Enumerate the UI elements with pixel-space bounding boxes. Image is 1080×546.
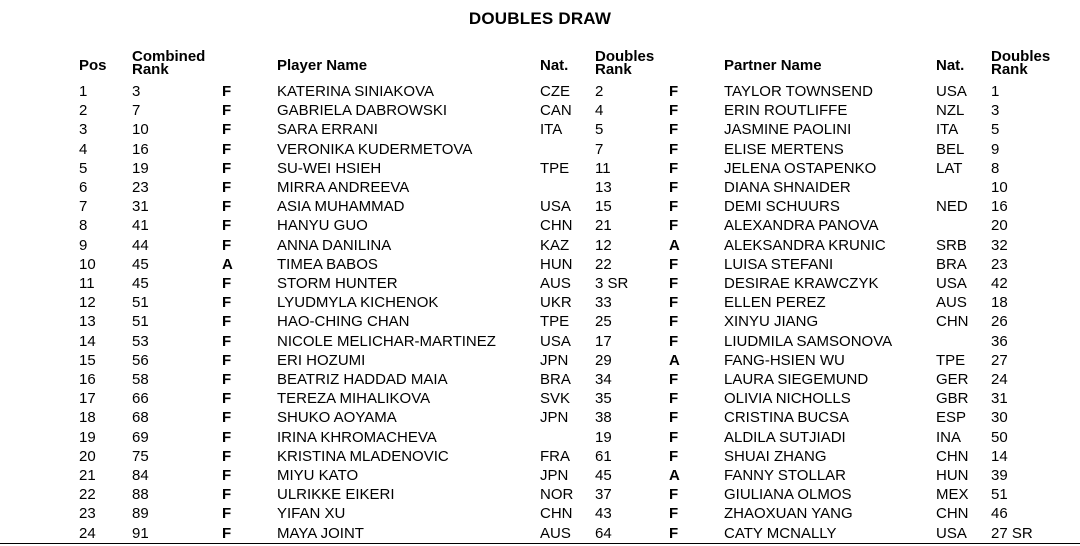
table-row	[0, 236, 1080, 255]
cell-partner-name: CRISTINA BUCSA	[724, 409, 850, 427]
cell-entry-flag: F	[222, 198, 232, 216]
cell-nat: JPN	[540, 467, 569, 484]
cell-entry-flag: F	[222, 179, 232, 196]
cell-partner-nat: NED	[936, 198, 968, 216]
cell-partner-doubles-rank: 31	[991, 390, 1008, 408]
cell-combined-rank: 58	[132, 371, 149, 388]
cell-partner-doubles-rank: 20	[991, 217, 1008, 235]
cell-pos: 5	[79, 159, 88, 177]
cell-partner-name: LUISA STEFANI	[724, 255, 834, 273]
cell-partner-name: TAYLOR TOWNSEND	[724, 83, 873, 100]
cell-entry-flag: F	[222, 447, 232, 465]
cell-nat: KAZ	[540, 236, 570, 254]
cell-pos: 10	[79, 255, 96, 273]
cell-combined-rank: 66	[132, 390, 149, 408]
cell-doubles-rank: 64	[595, 524, 612, 542]
header-pos: Pos	[79, 57, 107, 74]
cell-pos: 6	[79, 179, 88, 196]
cell-doubles-rank: 29	[595, 351, 612, 369]
cell-nat: USA	[540, 198, 571, 216]
cell-player-name: YIFAN XU	[277, 505, 346, 523]
cell-partner-name: DIANA SHNAIDER	[724, 179, 851, 196]
cell-combined-rank: 23	[132, 179, 149, 196]
cell-partner-doubles-rank: 5	[991, 121, 1000, 139]
cell-partner-nat: SRB	[936, 236, 967, 254]
cell-nat: CHN	[540, 505, 573, 523]
cell-player-name: NICOLE MELICHAR-MARTINEZ	[277, 332, 496, 350]
cell-entry-flag: F	[222, 351, 232, 369]
cell-doubles-rank: 17	[595, 332, 612, 350]
bottom-divider	[0, 543, 1080, 544]
cell-partner-nat: TPE	[936, 351, 966, 369]
cell-partner-name: SHUAI ZHANG	[724, 447, 827, 465]
cell-entry-flag: F	[222, 371, 232, 388]
cell-partner-entry-flag: F	[669, 198, 679, 216]
cell-partner-name: DESIRAE KRAWCZYK	[724, 275, 879, 292]
cell-player-name: SARA ERRANI	[277, 121, 378, 139]
table-row	[0, 447, 1080, 466]
cell-doubles-rank: 34	[595, 371, 612, 388]
cell-player-name: SU-WEI HSIEH	[277, 159, 382, 177]
cell-nat: CZE	[540, 83, 570, 100]
cell-partner-name: LIUDMILA SAMSONOVA	[724, 332, 893, 350]
cell-partner-entry-flag: A	[669, 236, 680, 254]
cell-combined-rank: 68	[132, 409, 149, 427]
cell-combined-rank: 3	[132, 83, 141, 100]
cell-partner-nat: MEX	[936, 486, 969, 504]
cell-partner-doubles-rank: 14	[991, 447, 1008, 465]
cell-pos: 9	[79, 236, 88, 254]
cell-partner-entry-flag: F	[669, 486, 679, 504]
cell-partner-nat: ITA	[936, 121, 959, 139]
cell-pos: 1	[79, 83, 88, 100]
cell-partner-doubles-rank: 36	[991, 332, 1008, 350]
cell-entry-flag: F	[222, 275, 232, 292]
table-row	[0, 408, 1080, 427]
cell-nat: UKR	[540, 294, 572, 312]
cell-partner-entry-flag: F	[669, 179, 679, 196]
table-row	[0, 504, 1080, 523]
cell-partner-name: ALEXANDRA PANOVA	[724, 217, 879, 235]
cell-partner-doubles-rank: 26	[991, 313, 1008, 331]
cell-doubles-rank: 45	[595, 467, 612, 484]
table-row	[0, 312, 1080, 331]
cell-partner-name: LAURA SIEGEMUND	[724, 371, 869, 388]
cell-pos: 22	[79, 486, 96, 504]
cell-pos: 15	[79, 351, 96, 369]
cell-combined-rank: 56	[132, 351, 149, 369]
cell-nat: USA	[540, 332, 571, 350]
cell-doubles-rank: 37	[595, 486, 612, 504]
cell-entry-flag: F	[222, 121, 232, 139]
header-doubles-rank: Doubles Rank	[595, 48, 655, 78]
cell-doubles-rank: 12	[595, 236, 612, 254]
cell-entry-flag: F	[222, 217, 232, 235]
cell-pos: 4	[79, 140, 88, 158]
cell-combined-rank: 75	[132, 447, 149, 465]
cell-partner-entry-flag: F	[669, 83, 679, 100]
cell-partner-entry-flag: F	[669, 294, 679, 312]
cell-pos: 13	[79, 313, 96, 331]
cell-partner-name: XINYU JIANG	[724, 313, 819, 331]
cell-partner-doubles-rank: 18	[991, 294, 1008, 312]
cell-partner-nat: HUN	[936, 467, 969, 484]
cell-nat: BRA	[540, 371, 571, 388]
cell-nat: HUN	[540, 255, 573, 273]
cell-partner-doubles-rank: 9	[991, 140, 1000, 158]
cell-combined-rank: 31	[132, 198, 149, 216]
table-row	[0, 140, 1080, 159]
cell-partner-name: FANNY STOLLAR	[724, 467, 846, 484]
cell-entry-flag: F	[222, 505, 232, 523]
table-row	[0, 178, 1080, 197]
cell-player-name: IRINA KHROMACHEVA	[277, 428, 437, 446]
cell-partner-doubles-rank: 16	[991, 198, 1008, 216]
cell-partner-doubles-rank: 46	[991, 505, 1008, 523]
cell-partner-nat: LAT	[936, 159, 963, 177]
cell-player-name: MIRRA ANDREEVA	[277, 179, 410, 196]
cell-entry-flag: F	[222, 409, 232, 427]
header-partner-nat: Nat.	[936, 57, 965, 74]
cell-doubles-rank: 13	[595, 179, 612, 196]
cell-combined-rank: 51	[132, 313, 149, 331]
cell-player-name: MAYA JOINT	[277, 524, 364, 542]
header-nat: Nat.	[540, 57, 569, 74]
cell-partner-doubles-rank: 23	[991, 255, 1008, 273]
cell-partner-nat: INA	[936, 428, 962, 446]
cell-partner-name: GIULIANA OLMOS	[724, 486, 852, 504]
cell-entry-flag: F	[222, 159, 232, 177]
cell-combined-rank: 51	[132, 294, 149, 312]
cell-player-name: VERONIKA KUDERMETOVA	[277, 140, 473, 158]
cell-pos: 3	[79, 121, 88, 139]
cell-partner-nat: CHN	[936, 505, 969, 523]
cell-entry-flag: F	[222, 467, 232, 484]
cell-partner-doubles-rank: 24	[991, 371, 1008, 388]
cell-pos: 7	[79, 198, 88, 216]
cell-nat: NOR	[540, 486, 574, 504]
cell-partner-name: CATY MCNALLY	[724, 524, 837, 542]
cell-partner-entry-flag: F	[669, 159, 679, 177]
cell-combined-rank: 16	[132, 140, 149, 158]
cell-partner-nat: USA	[936, 83, 967, 100]
cell-pos: 23	[79, 505, 96, 523]
cell-partner-entry-flag: F	[669, 409, 679, 427]
table-row	[0, 485, 1080, 504]
cell-doubles-rank: 15	[595, 198, 612, 216]
cell-partner-nat: AUS	[936, 294, 967, 312]
cell-partner-nat: BRA	[936, 255, 967, 273]
cell-combined-rank: 88	[132, 486, 149, 504]
cell-nat: TPE	[540, 159, 570, 177]
cell-partner-entry-flag: F	[669, 217, 679, 235]
cell-partner-nat: GBR	[936, 390, 969, 408]
cell-entry-flag: F	[222, 332, 232, 350]
cell-partner-name: ALEKSANDRA KRUNIC	[724, 236, 886, 254]
cell-partner-entry-flag: F	[669, 447, 679, 465]
cell-partner-nat: ESP	[936, 409, 967, 427]
cell-doubles-rank: 22	[595, 255, 612, 273]
cell-player-name: HANYU GUO	[277, 217, 368, 235]
cell-nat: AUS	[540, 275, 571, 292]
header-player-name: Player Name	[277, 57, 368, 74]
cell-doubles-rank: 35	[595, 390, 612, 408]
cell-combined-rank: 7	[132, 102, 141, 120]
cell-pos: 12	[79, 294, 96, 312]
cell-partner-doubles-rank: 3	[991, 102, 1000, 120]
cell-pos: 16	[79, 371, 96, 388]
cell-combined-rank: 69	[132, 428, 149, 446]
cell-entry-flag: A	[222, 255, 233, 273]
cell-partner-entry-flag: A	[669, 351, 680, 369]
cell-doubles-rank: 33	[595, 294, 612, 312]
cell-partner-entry-flag: F	[669, 140, 679, 158]
cell-entry-flag: F	[222, 313, 232, 331]
cell-pos: 8	[79, 217, 88, 235]
page-title: DOUBLES DRAW	[468, 9, 612, 28]
table-row	[0, 332, 1080, 351]
table-row	[0, 82, 1080, 101]
cell-partner-entry-flag: A	[669, 467, 680, 484]
cell-player-name: TIMEA BABOS	[277, 255, 378, 273]
cell-doubles-rank: 43	[595, 505, 612, 523]
cell-player-name: SHUKO AOYAMA	[277, 409, 397, 427]
cell-doubles-rank: 4	[595, 102, 604, 120]
cell-entry-flag: F	[222, 428, 232, 446]
cell-player-name: HAO-CHING CHAN	[277, 313, 410, 331]
cell-doubles-rank: 19	[595, 428, 612, 446]
cell-partner-name: DEMI SCHUURS	[724, 198, 840, 216]
table-row	[0, 255, 1080, 274]
cell-combined-rank: 91	[132, 524, 149, 542]
cell-partner-nat: NZL	[936, 102, 965, 120]
table-row	[0, 293, 1080, 312]
cell-partner-entry-flag: F	[669, 505, 679, 523]
cell-partner-entry-flag: F	[669, 255, 679, 273]
cell-nat: TPE	[540, 313, 570, 331]
cell-doubles-rank: 11	[595, 159, 611, 177]
cell-partner-name: OLIVIA NICHOLLS	[724, 390, 851, 408]
cell-combined-rank: 44	[132, 236, 149, 254]
cell-doubles-rank: 7	[595, 140, 604, 158]
table-row	[0, 351, 1080, 370]
header-partner-doubles-rank: Doubles Rank	[991, 48, 1051, 78]
cell-partner-doubles-rank: 10	[991, 179, 1008, 196]
cell-nat: JPN	[540, 351, 569, 369]
cell-doubles-rank: 5	[595, 121, 604, 139]
cell-partner-name: ELISE MERTENS	[724, 140, 844, 158]
cell-nat: SVK	[540, 390, 571, 408]
cell-entry-flag: F	[222, 83, 232, 100]
cell-partner-doubles-rank: 1	[991, 83, 1000, 100]
cell-partner-entry-flag: F	[669, 275, 679, 292]
cell-entry-flag: F	[222, 102, 232, 120]
cell-nat: AUS	[540, 524, 571, 542]
cell-nat: JPN	[540, 409, 569, 427]
cell-partner-name: ELLEN PEREZ	[724, 294, 826, 312]
table-row	[0, 101, 1080, 120]
table-row	[0, 370, 1080, 389]
table-row	[0, 428, 1080, 447]
table-row	[0, 389, 1080, 408]
cell-partner-doubles-rank: 42	[991, 275, 1008, 292]
table-row	[0, 524, 1080, 543]
cell-partner-doubles-rank: 27 SR	[991, 524, 1033, 542]
cell-entry-flag: F	[222, 524, 232, 542]
cell-pos: 21	[79, 467, 96, 484]
header-combined-rank: Combined Rank	[132, 48, 206, 78]
cell-player-name: KATERINA SINIAKOVA	[277, 83, 434, 100]
cell-entry-flag: F	[222, 390, 232, 408]
cell-player-name: ANNA DANILINA	[277, 236, 392, 254]
cell-partner-nat: USA	[936, 275, 967, 292]
cell-nat: CHN	[540, 217, 573, 235]
cell-partner-doubles-rank: 39	[991, 467, 1008, 484]
cell-partner-nat: CHN	[936, 313, 969, 331]
cell-partner-name: FANG-HSIEN WU	[724, 351, 845, 369]
header-partner-name: Partner Name	[724, 57, 822, 74]
table-row	[0, 274, 1080, 293]
cell-doubles-rank: 25	[595, 313, 612, 331]
cell-partner-nat: CHN	[936, 447, 969, 465]
cell-combined-rank: 45	[132, 255, 149, 273]
cell-pos: 14	[79, 332, 96, 350]
cell-player-name: TEREZA MIHALIKOVA	[277, 390, 431, 408]
cell-partner-entry-flag: F	[669, 313, 679, 331]
cell-entry-flag: F	[222, 140, 232, 158]
cell-player-name: MIYU KATO	[277, 467, 359, 484]
cell-partner-entry-flag: F	[669, 428, 679, 446]
cell-partner-name: JELENA OSTAPENKO	[724, 159, 877, 177]
cell-combined-rank: 89	[132, 505, 149, 523]
cell-partner-entry-flag: F	[669, 102, 679, 120]
cell-partner-name: JASMINE PAOLINI	[724, 121, 852, 139]
cell-partner-entry-flag: F	[669, 332, 679, 350]
cell-partner-name: ALDILA SUTJIADI	[724, 428, 846, 446]
cell-combined-rank: 84	[132, 467, 149, 484]
cell-partner-doubles-rank: 32	[991, 236, 1008, 254]
cell-doubles-rank: 38	[595, 409, 612, 427]
cell-partner-name: ERIN ROUTLIFFE	[724, 102, 848, 120]
cell-player-name: STORM HUNTER	[277, 275, 398, 292]
cell-doubles-rank: 61	[595, 447, 612, 465]
cell-combined-rank: 10	[132, 121, 149, 139]
table-row	[0, 466, 1080, 485]
table-row	[0, 120, 1080, 139]
cell-player-name: KRISTINA MLADENOVIC	[277, 447, 449, 465]
cell-partner-entry-flag: F	[669, 121, 679, 139]
cell-partner-nat: BEL	[936, 140, 965, 158]
cell-partner-name: ZHAOXUAN YANG	[724, 505, 853, 523]
cell-partner-doubles-rank: 50	[991, 428, 1008, 446]
cell-doubles-rank: 2	[595, 83, 604, 100]
cell-entry-flag: F	[222, 486, 232, 504]
cell-combined-rank: 45	[132, 275, 149, 292]
cell-player-name: ERI HOZUMI	[277, 351, 366, 369]
cell-nat: ITA	[540, 121, 563, 139]
table-row	[0, 216, 1080, 235]
cell-player-name: LYUDMYLA KICHENOK	[277, 294, 439, 312]
cell-partner-nat: GER	[936, 371, 969, 388]
cell-partner-doubles-rank: 30	[991, 409, 1008, 427]
cell-player-name: ASIA MUHAMMAD	[277, 198, 405, 216]
cell-pos: 17	[79, 390, 96, 408]
cell-partner-doubles-rank: 51	[991, 486, 1008, 504]
cell-partner-nat: USA	[936, 524, 967, 542]
cell-partner-entry-flag: F	[669, 524, 679, 542]
cell-pos: 24	[79, 524, 96, 542]
cell-entry-flag: F	[222, 294, 232, 312]
cell-pos: 11	[79, 275, 95, 292]
cell-pos: 19	[79, 428, 96, 446]
cell-nat: FRA	[540, 447, 570, 465]
cell-nat: CAN	[540, 102, 572, 120]
cell-doubles-rank: 21	[595, 217, 612, 235]
cell-combined-rank: 19	[132, 159, 149, 177]
cell-combined-rank: 41	[132, 217, 149, 235]
cell-pos: 2	[79, 102, 88, 120]
cell-partner-doubles-rank: 8	[991, 159, 1000, 177]
cell-player-name: BEATRIZ HADDAD MAIA	[277, 371, 448, 388]
table-row	[0, 159, 1080, 178]
cell-entry-flag: F	[222, 236, 232, 254]
cell-partner-entry-flag: F	[669, 390, 679, 408]
cell-pos: 18	[79, 409, 96, 427]
table-row	[0, 197, 1080, 216]
cell-partner-entry-flag: F	[669, 371, 679, 388]
cell-combined-rank: 53	[132, 332, 149, 350]
cell-pos: 20	[79, 447, 96, 465]
cell-player-name: GABRIELA DABROWSKI	[277, 102, 448, 120]
cell-partner-doubles-rank: 27	[991, 351, 1008, 369]
cell-player-name: ULRIKKE EIKERI	[277, 486, 395, 504]
cell-doubles-rank: 3 SR	[595, 275, 629, 292]
